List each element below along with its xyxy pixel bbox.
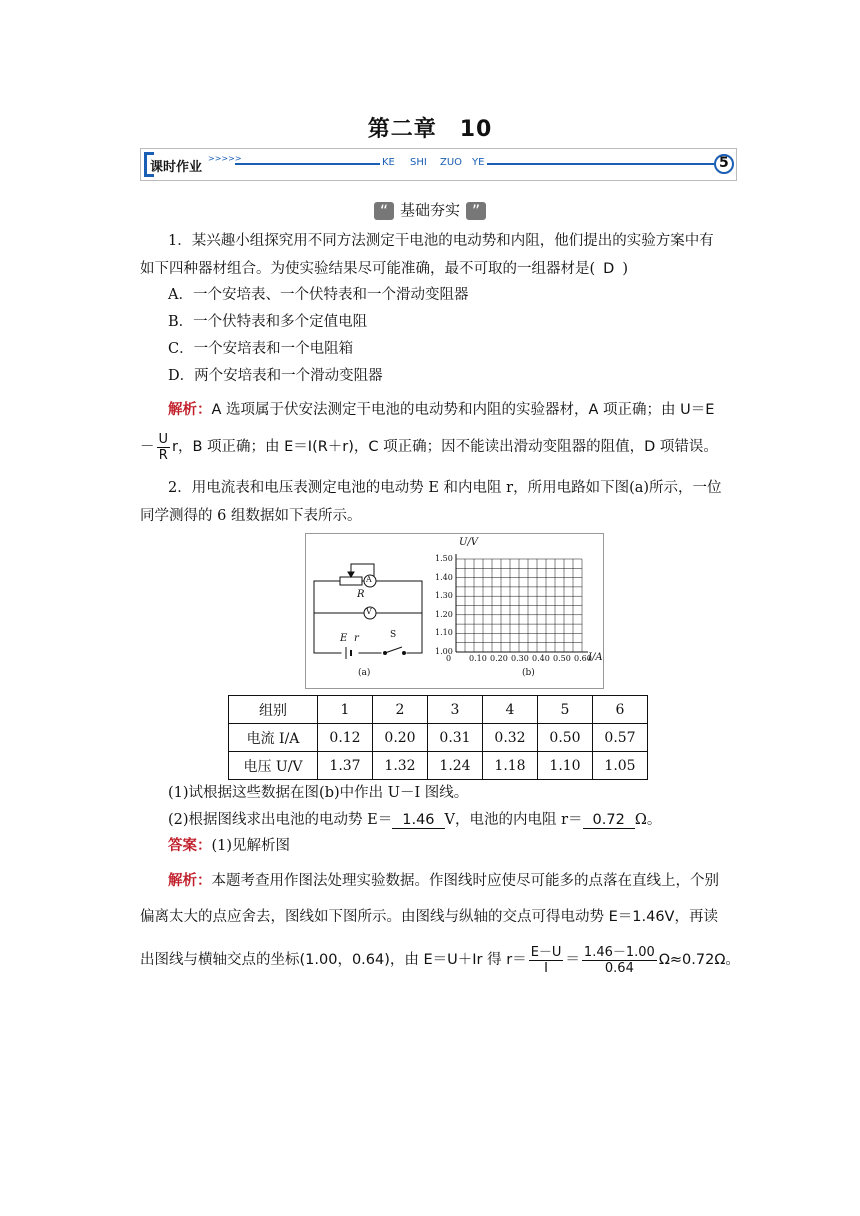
x-tick-label: 0.30 (511, 654, 529, 663)
table-cell: 0.32 (483, 724, 538, 752)
table-cell: 2 (373, 696, 428, 724)
figure-a-label: (a) (358, 668, 371, 678)
ammeter-label: A (366, 575, 372, 584)
resistor-label: R (357, 589, 365, 600)
q2-sub-2: (2)根据图线求出电池的电动势 E＝ 1.46 V，电池的内电阻 r＝ 0.72 Ω。 (168, 812, 662, 828)
q1-answer: D (603, 261, 615, 277)
table-cell: 1.32 (373, 752, 428, 780)
banner-pinyin-2: SHI (410, 157, 427, 168)
banner-arrows: >>>>> (208, 154, 242, 163)
circuit-and-graph-figure (305, 533, 604, 689)
table-cell: 1.10 (538, 752, 593, 780)
table-cell: 1 (318, 696, 373, 724)
table-cell: 组别 (229, 696, 318, 724)
table-row (229, 752, 648, 780)
section-title: 基础夯实 (399, 201, 460, 219)
banner-frame-icon (140, 148, 737, 181)
emf-value: 1.46 (392, 812, 444, 829)
q1-option-d: D．两个安培表和一个滑动变阻器 (168, 368, 383, 384)
y-tick-label: 1.00 (435, 647, 453, 656)
table-cell: 4 (483, 696, 538, 724)
q2-analysis-label: 解析： (168, 873, 212, 889)
table-cell: 1.05 (593, 752, 648, 780)
table-cell: 1.37 (318, 752, 373, 780)
q2-sub-1: (1)试根据这些数据在图(b)中作出 U－I 图线。 (168, 785, 469, 801)
y-tick-label: 1.10 (435, 628, 453, 638)
circuit-diagram-icon (306, 534, 603, 688)
y-tick-label: 1.40 (435, 572, 453, 582)
data-table (228, 695, 648, 780)
figure-b-label: (b) (522, 668, 535, 678)
q2-analysis-3: 出图线与横轴交点的坐标(1.00，0.64)，由 E＝U＋Ir 得 r＝ $\frac{E-U}{I}$ ＝ $\frac{1.46-1.00}{0.64}$ Ω≈0.72Ω。 (140, 944, 740, 976)
q2-analysis-1: 解析：本题考查用作图法处理实验数据。作图线时应使尽可能多的点落在直线上，个别 (168, 873, 719, 889)
homework-banner (140, 148, 737, 181)
x-axis-label: I/A (588, 652, 603, 663)
x-tick-label: 0.50 (553, 654, 571, 663)
q1-option-c: C．一个安培表和一个电阻箱 (168, 341, 354, 357)
banner-number: 5 (719, 155, 729, 171)
y-tick-label: 1.30 (435, 591, 453, 601)
emf-label: E (340, 633, 348, 644)
q1-stem-1: 1．某兴趣小组探究用不同方法测定干电池的电动势和内阻，他们提出的实验方案中有 (168, 233, 714, 249)
table-cell: 0.12 (318, 724, 373, 752)
table-cell: 3 (428, 696, 483, 724)
q1-analysis-1: 解析：A 选项属于伏安法测定干电池的电动势和内阻的实验器材，A 项正确；由 U＝E (168, 402, 715, 418)
y-tick-label: 1.20 (435, 609, 453, 619)
q1-option-b: B．一个伏特表和多个定值电阻 (168, 314, 368, 330)
table-cell: 电压 U/V (229, 752, 318, 780)
quote-open-icon: “ (374, 202, 394, 220)
table-cell: 1.24 (428, 752, 483, 780)
resistance-value: 0.72 (583, 812, 635, 829)
switch-label: S (390, 630, 397, 640)
banner-pinyin-3: ZUO (440, 157, 463, 168)
page-title: 第二章 10 (367, 117, 493, 142)
table-cell: 5 (538, 696, 593, 724)
table-header-row (229, 696, 648, 724)
y-axis-label: U/V (459, 537, 479, 548)
x-tick-label: 0.60 (574, 654, 592, 663)
banner-pinyin-1: KE (382, 157, 395, 168)
table-cell: 0.50 (538, 724, 593, 752)
q2-answer: 答案：(1)见解析图 (168, 838, 291, 854)
x-tick-label: 0.40 (532, 654, 550, 663)
quote-close-icon: ” (466, 202, 486, 220)
internal-resistance-label: r (354, 633, 359, 644)
table-cell: 6 (593, 696, 648, 724)
table-cell: 1.18 (483, 752, 538, 780)
table-cell: 0.20 (373, 724, 428, 752)
table-cell: 电流 I/A (229, 724, 318, 752)
q2-stem-1: 2．用电流表和电压表测定电池的电动势 E 和内电阻 r，所用电路如下图(a)所示，一位 (168, 480, 722, 496)
section-heading (0, 199, 860, 220)
y-tick-label: 1.50 (435, 554, 453, 563)
x-tick-label: 0.20 (490, 654, 508, 663)
q1-option-a: A．一个安培表、一个伏特表和一个滑动变阻器 (168, 287, 469, 303)
table-cell: 0.31 (428, 724, 483, 752)
x-tick-label: 0.10 (469, 654, 487, 663)
table-cell: 0.57 (593, 724, 648, 752)
x-tick-label: 0 (446, 654, 452, 663)
banner-label: 课时作业 (150, 160, 203, 175)
q1-analysis-2: － $\frac{U}{R}$ r，B 项正确；由 E＝I(R＋r)，C 项正确；因不能读出滑动变阻器的阻值，D 项错误。 (140, 431, 718, 463)
table-row (229, 724, 648, 752)
q1-analysis-label: 解析： (168, 402, 212, 418)
q2-analysis-2: 偏离太大的点应舍去，图线如下图所示。由图线与纵轴的交点可得电动势 E＝1.46V，再读 (140, 909, 718, 925)
voltmeter-label: V (366, 607, 372, 616)
q1-stem-2: 如下四种器材组合。为使实验结果尽可能准确，最不可取的一组器材是( D ) (140, 261, 628, 277)
banner-pinyin-4: YE (472, 157, 485, 168)
q2-stem-2: 同学测得的 6 组数据如下表所示。 (140, 508, 362, 524)
